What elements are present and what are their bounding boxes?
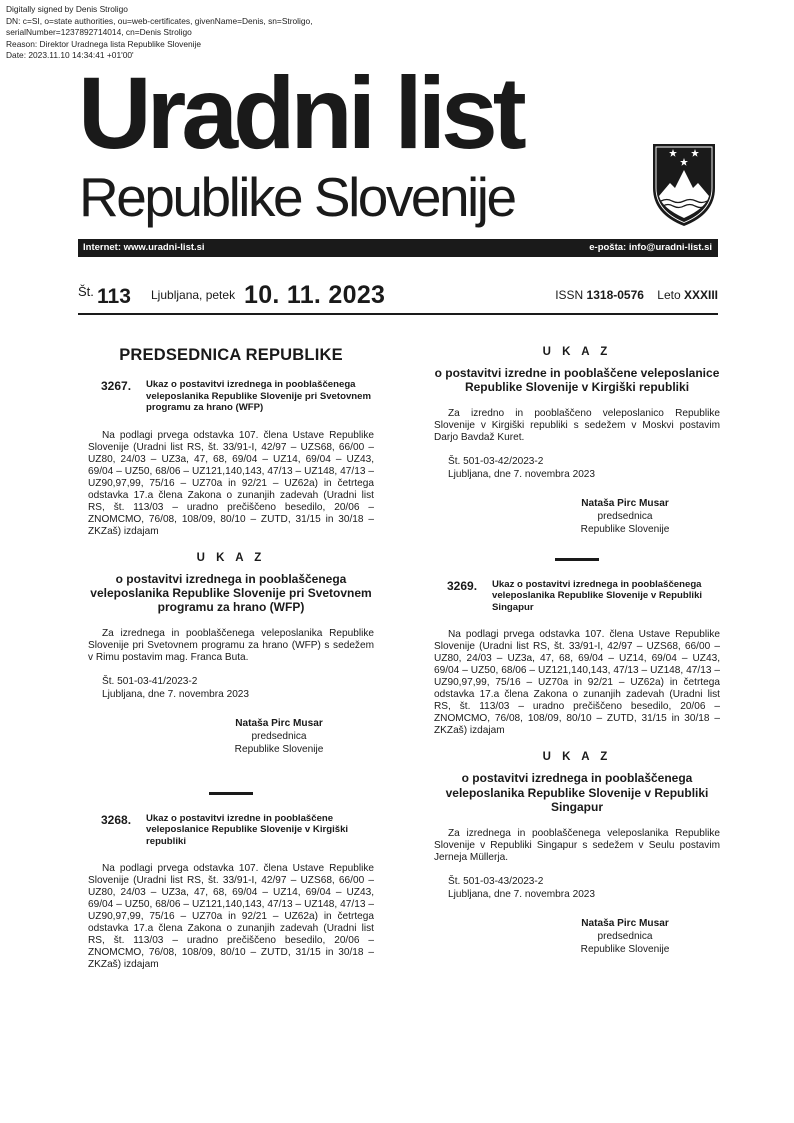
act-intro: Na podlagi prvega odstavka 107. člena Ustave Republike Slovenije (Uradni list RS, št. 33/91-I, 42/97 – UZS68, 66/00 – UZ80, 24/03 – UZ3a, 47, 68, 69/04 – UZ14, 69/04 – UZ43, 69/04 – UZ50, 68/06 – UZ121,140,143, 47/13 – UZ148, 47/13 – UZ90,97,99, 75/16 – UZ70a in 92/21 – UZ62a) in četrtega odstavka 17.a člena Zakona o zunanjih zadevah (Uradni list RS, št. 113/03 – uradno prečiščeno besedilo, 20/06 – ZNOMCMO, 76/08, 108/09, 80/10 – ZUTD, 31/15 in 30/18 – ZKZaš) izdajam [88,429,374,537]
signature-line: Digitally signed by Denis Stroligo [6,4,128,14]
ukaz-heading: U K A Z [196,551,266,564]
masthead-title: Uradni list [78,56,522,170]
act-title[interactable]: Ukaz o postavitvi izrednega in pooblaščenega veleposlanika Republike Slovenije v Republiki Singapur [492,578,703,613]
act-intro: Na podlagi prvega odstavka 107. člena Ustave Republike Slovenije (Uradni list RS, št. 33/91-I, 42/97 – UZS68, 66/00 – UZ80, 24/03 – UZ3a, 47, 68, 69/04 – UZ14, 69/04 – UZ43, 69/04 – UZ50, 68/06 – UZ121,140,143, 47/13 – UZ148, 47/13 – UZ90,97,99, 75/16 – UZ70a in 92/21 – UZ62a) in četrtega odstavka 17.a člena Zakona o zunanjih zadevah (Uradni list RS, št. 113/03 – uradno prečiščeno besedilo, 20/06 – ZNOMCMO, 76/08, 108/09, 80/10 – ZUTD, 31/15 in 30/18 – ZKZaš) izdajam [88,863,374,971]
ukaz-text: Za izredno in pooblaščeno veleposlanico Republike Slovenije v Kirgiški republiki s sedežem v Moskvi postavim Darjo Bavdaž Kuret. [434,408,720,444]
digital-signature-block [6,4,313,62]
act-title[interactable]: Ukaz o postavitvi izredne in pooblaščene veleposlanice Republike Slovenije v Kirgiški republiki [146,812,349,847]
signer-name: Nataša Pirc Musar [581,498,669,510]
reference-number: Št. 501-03-43/2023-2 [448,876,544,888]
act-heading [434,579,720,614]
ukaz-title: o postavitvi izrednega in pooblaščenega veleposlanika Republike Slovenije v Republiki Singapur [445,771,709,814]
signer-role: predsednica [597,511,653,523]
slovenian-coat-of-arms-icon [650,138,718,228]
act-heading [88,379,374,414]
masthead-subtitle: Republike Slovenije [79,166,515,228]
signer-role: predsednica [251,731,307,743]
issue-date: 10. 11. 2023 [244,281,386,309]
act-title[interactable]: Ukaz o postavitvi izrednega in pooblaščenega veleposlanika Republike Slovenije pri Svetovnem programu za hrano (WFP) [146,379,372,413]
ukaz-title: o postavitvi izredne in pooblaščene veleposlanice Republike Slovenije v Kirgiški republiki [434,366,720,395]
ukaz-title: o postavitvi izrednega in pooblaščenega veleposlanika Republike Slovenije pri Svetovnem programu za hrano (WFP) [90,571,372,614]
website-link[interactable]: Internet: www.uradni-list.si [83,242,205,253]
reference-number: Št. 501-03-41/2023-2 [102,676,198,688]
right-column [434,340,720,956]
act-number: 3269. [447,578,478,593]
signer-org: Republike Slovenije [234,744,324,756]
signature-line: Date: 2023.11.10 14:34:41 +01'00' [6,50,134,61]
signature [530,497,720,536]
signer-name: Nataša Pirc Musar [235,718,323,730]
act-number: 3267. [101,379,132,393]
header-rule [78,313,718,315]
issue-number: 113 [97,285,131,308]
section-heading: PREDSEDNICA REPUBLIKE [119,346,343,364]
issue-line [78,282,718,312]
signer-org: Republike Slovenije [580,944,670,956]
reference-block [88,676,374,701]
signature [184,717,374,756]
signature-line: serialNumber=1237892714014, cn=Denis Stroligo [6,27,192,38]
act-number: 3268. [101,812,132,827]
ukaz-heading: U K A Z [542,751,612,764]
signer-role: predsednica [597,931,653,943]
reference-date: Ljubljana, dne 7. novembra 2023 [448,888,596,900]
left-column [88,340,374,971]
reference-date: Ljubljana, dne 7. novembra 2023 [448,468,596,480]
issn-value: 1318-0576 [586,288,644,302]
issn-year [555,288,718,302]
signer-org: Republike Slovenije [580,524,670,536]
signature [530,917,720,956]
signer-name: Nataša Pirc Musar [581,918,669,930]
reference-date: Ljubljana, dne 7. novembra 2023 [102,688,250,700]
reference-number: Št. 501-03-42/2023-2 [448,456,544,468]
email-link[interactable]: e-pošta: info@uradni-list.si [589,242,712,253]
ukaz-heading: U K A Z [542,346,612,358]
masthead-contact-bar [78,239,718,257]
issue-place-day: Ljubljana, petek [151,288,236,302]
act-heading [88,813,374,848]
year-label: Leto [657,288,681,302]
signature-line: Reason: Direktor Uradnega lista Republike Slovenije [6,38,202,49]
act-intro: Na podlagi prvega odstavka 107. člena Ustave Republike Slovenije (Uradni list RS, št. 33/91-I, 42/97 – UZS68, 66/00 – UZ80, 24/03 – UZ3a, 47, 68, 69/04 – UZ14, 69/04 – UZ43, 69/04 – UZ50, 68/06 – UZ121,140,143, 47/13 – UZ148, 47/13 – UZ90,97,99, 75/16 – UZ70a in 92/21 – UZ62a) in četrtega odstavka 17.a člena Zakona o zunanjih zadevah (Uradni list RS, št. 113/03 – uradno prečiščeno besedilo, 20/06 – ZNOMCMO, 76/08, 108/09, 80/10 – ZUTD, 31/15 in 30/18 – ZKZaš) izdajam [434,629,720,737]
act-separator [555,558,599,561]
ukaz-text: Za izrednega in pooblaščenega veleposlanika Republike Slovenije v Republiki Singapur s sedežem v Seulu postavim Jerneja Müllerja. [434,828,720,864]
signature-line: DN: c=SI, o=state authorities, ou=web-certificates, givenName=Denis, sn=Stroligo, [6,15,313,26]
year-value: XXXIII [683,288,718,302]
reference-block [434,876,720,901]
reference-block [434,456,720,481]
issue-number-label: Št. [78,284,94,299]
act-separator [209,792,253,795]
ukaz-text: Za izrednega in pooblaščenega veleposlanika Republike Slovenije pri Svetovnem programu za hrano (WFP) s sedežem v Rimu postavim mag. Franca Buta. [88,628,374,664]
issn-label: ISSN [555,288,584,302]
